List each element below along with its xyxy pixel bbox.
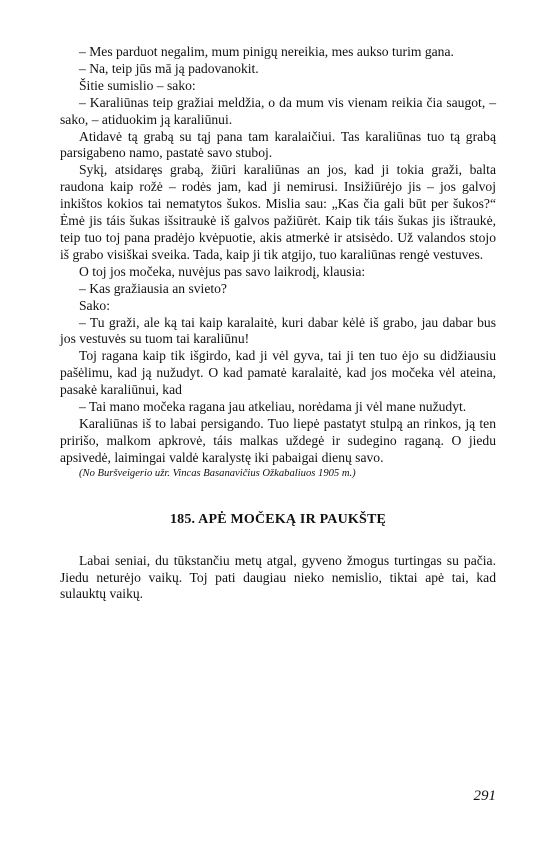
- paragraph: Labai seniai, du tūkstančiu metų atgal, gyveno žmogus turtingas su pačia. Jiedu neturėjo vaikų. Toj pati daugiau nieko nemislio, tiktai apė tai, kad sulauktų vaikų.: [60, 552, 496, 602]
- paragraph: – Tai mano močeka ragana jau atkeliau, norėdama ji vėl mane nužudyt.: [79, 399, 467, 415]
- source-note: (No Buršveigerio užr. Vincas Basanavičius Ožkabaliuos 1905 m.): [79, 467, 356, 479]
- page-text: [60, 44, 496, 603]
- paragraph: – Karaliūnas teip gražiai meldžia, o da mum vis vienam reikia čia saugot, – sako, – atiduokim ją karaliūnui.: [60, 94, 496, 127]
- paragraph: Šitie sumislio – sako:: [79, 77, 196, 93]
- paragraph: Karaliūnas iš to labai persigando. Tuo liepė pastatyt stulpą an rinkos, ją ten pririšo, malkom apkrovė, táis malkas uždegė ir sudegino raganą. O jiedu apsivedė, laimingai valdė karalystę iki pabaigai dienų savo.: [60, 415, 496, 465]
- paragraph: – Tu graži, ale ką tai kaip karalaitė, kuri dabar kėlė iš grabo, jau dabar bus jos vestuvės su tuom tai karaliūnu!: [60, 314, 496, 347]
- paragraph: O toj jos močeka, nuvėjus pas savo laikrodį, klausia:: [79, 263, 366, 279]
- paragraph: Atidavė tą grabą su tąj pana tam karalaičiui. Tas karaliūnas tuo tą grabą parsigabeno namo, pastatė savo stuboj.: [60, 128, 496, 161]
- paragraph: – Mes parduot negalim, mum pinigų nereikia, mes aukso turim gana.: [79, 44, 454, 59]
- story-heading: 185. APĖ MOČEKĄ IR PAUKŠTĘ: [169, 511, 387, 527]
- page-number: 291: [473, 788, 496, 804]
- section-gap: [60, 529, 496, 553]
- paragraph: – Na, teip jūs mā ją padovanokit.: [79, 60, 259, 76]
- paragraph: Sykį, atsidaręs grabą, žiūri karaliūnas an jos, kad ji tokia graži, balta raudona kaip rožė – rodės jam, kad ji nemirusi. Insižiūrėjo jis – jos galvoj inkištos kokios tai nematytos šukos. Mislia sau: „Kas čia gali būt per šukos?“ Ėmė jis táis šukas išsitraukė iš galvos pažiūrėt. Kaip tik táis šukas jis ištraukė, teip tuo toj pana pradėjo kvėpuotie, akis atmerkė ir atsisėdo. Už valandos stojo iš grabo visiškai sveika. Tada, kaip ji tik atgijo, tuo karaliūnas rengė vestuves.: [60, 162, 496, 262]
- paragraph: Sako:: [79, 297, 110, 313]
- section-gap: [60, 481, 496, 511]
- paragraph: – Kas gražiausia an svieto?: [79, 280, 227, 296]
- paragraph: Toj ragana kaip tik išgirdo, kad ji vėl gyva, tai ji ten tuo ėjo su didžiausiu pašėlimu, kad ją nužudyt. O kad pamatė karalaitė, kad jos močeka vėl ateina, pasakė karaliūnui, kad: [60, 348, 496, 398]
